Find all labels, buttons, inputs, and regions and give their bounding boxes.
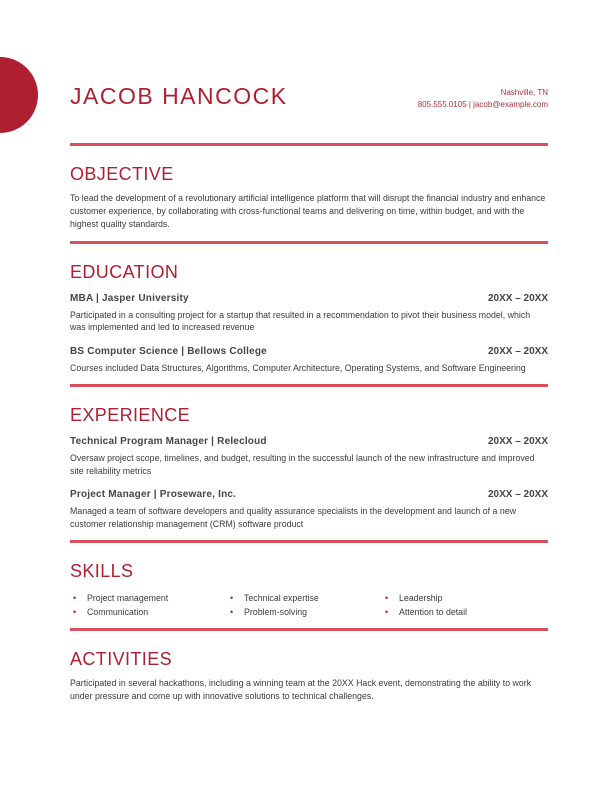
skill-item — [382, 591, 548, 605]
skill-label: Attention to detail — [399, 607, 467, 617]
skill-label: Technical expertise — [244, 593, 319, 603]
bullet-icon: • — [73, 607, 77, 617]
skill-item — [382, 605, 548, 619]
skill-item — [70, 591, 227, 605]
experience-title: EXPERIENCE — [70, 405, 191, 425]
education-entry-head — [70, 346, 548, 358]
decorative-half-circle — [0, 57, 38, 133]
degree-dates: 20XX – 20XX — [487, 292, 548, 304]
experience-entry — [70, 436, 548, 477]
skill-label: Problem-solving — [244, 607, 308, 617]
contact-location: Nashville, TN — [500, 88, 548, 97]
header-divider — [70, 143, 548, 146]
job-dates: 20XX – 20XX — [487, 436, 548, 447]
activities-title: ACTIVITIES — [70, 649, 173, 669]
bullet-icon: • — [230, 593, 234, 603]
contact-info — [418, 84, 548, 111]
candidate-name: JACOB HANCOCK — [70, 83, 288, 109]
skills-title: SKILLS — [70, 561, 134, 581]
section-education — [70, 263, 548, 375]
bullet-icon: • — [230, 607, 234, 617]
education-entry — [70, 293, 548, 334]
job-description: Oversaw project scope, timelines, and budget, resulting in the successful launch of the new infrastructure and improved site reliability metrics — [70, 453, 535, 476]
degree-dates: 20XX – 20XX — [487, 345, 548, 357]
experience-entry-head — [70, 489, 548, 501]
education-entry — [70, 346, 548, 375]
resume-header — [70, 0, 548, 111]
contact-phone-email: 805.555.0105 | jacob@example.com — [417, 100, 548, 109]
bullet-icon: • — [385, 607, 389, 617]
skills-divider — [70, 628, 548, 631]
skills-list — [70, 591, 548, 619]
objective-body: To lead the development of a revolutionary artificial intelligence platform that will disrupt the financial industry and enhance customer experience, by collaborating with cross-functional teams and delivering on time, within budget, and with the highest quality standards. — [70, 192, 546, 229]
experience-entry — [70, 489, 548, 530]
degree-description: Courses included Data Structures, Algorithms, Computer Architecture, Operating Systems, and Software Engineering — [70, 362, 526, 373]
job-title: Project Manager | Proseware, Inc. — [70, 489, 237, 500]
degree-description: Participated in a consulting project for a startup that resulted in a recommendation to pivot their business model, which was implemented and led to increased revenue — [70, 309, 531, 332]
experience-divider — [70, 540, 548, 543]
skill-item — [227, 591, 382, 605]
job-title: Technical Program Manager | Relecloud — [70, 436, 267, 447]
objective-title: OBJECTIVE — [70, 163, 174, 184]
skill-item — [70, 605, 227, 619]
degree-title: BS Computer Science | Bellows College — [70, 345, 267, 357]
skill-label: Communication — [87, 607, 149, 617]
bullet-icon: • — [73, 593, 77, 603]
skill-item — [227, 605, 382, 619]
job-description: Managed a team of software developers and quality assurance specialists in the development and launch of a new customer relationship management (CRM) software product — [70, 506, 516, 529]
activities-body: Participated in several hackathons, including a winning team at the 20XX Hack event, demonstrating the ability to work under pressure and come up with innovative solutions to technical challenges. — [70, 678, 532, 701]
bullet-icon: • — [385, 593, 389, 603]
skill-label: Leadership — [399, 593, 443, 603]
degree-title: MBA | Jasper University — [70, 292, 189, 304]
resume-content — [70, 0, 548, 703]
education-title: EDUCATION — [70, 261, 179, 282]
section-objective — [70, 165, 548, 231]
skill-label: Project management — [87, 593, 169, 603]
section-skills — [70, 562, 548, 631]
section-activities — [70, 650, 548, 703]
experience-entry-head — [70, 436, 548, 448]
education-divider — [70, 384, 548, 387]
section-experience — [70, 406, 548, 530]
job-dates: 20XX – 20XX — [487, 489, 548, 500]
objective-divider — [70, 241, 548, 244]
education-entry-head — [70, 293, 548, 305]
